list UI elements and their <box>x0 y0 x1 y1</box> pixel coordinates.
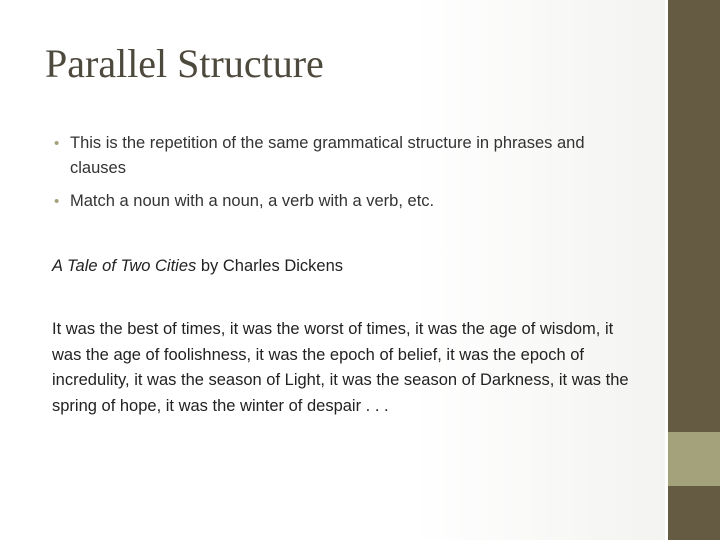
book-byline: by Charles Dickens <box>196 257 344 275</box>
book-title: A Tale of Two Cities <box>52 257 197 275</box>
bullet-text: Match a noun with a noun, a verb with a verb, etc. <box>70 192 435 210</box>
side-panel-bottom-block <box>668 486 720 540</box>
bullet-item <box>54 189 634 214</box>
quote-paragraph: It was the best of times, it was the worst of times, it was the age of wisdom, it was the age of foolishness, it was the epoch of belief, it was the epoch of incredulity, it was the season of Light, it was the season of Darkness, it was the spring of hope, it was the winter of despair . . . <box>52 320 629 415</box>
slide-title: Parallel Structure <box>45 41 324 86</box>
source-citation <box>52 254 343 279</box>
bullet-item <box>54 131 634 181</box>
side-panel-accent-block <box>668 432 720 486</box>
bullet-list <box>54 131 634 222</box>
bullet-marker: • <box>54 193 60 210</box>
bullet-text: This is the repetition of the same grammatical structure in phrases and clauses <box>70 134 585 177</box>
bullet-marker: • <box>54 135 60 152</box>
